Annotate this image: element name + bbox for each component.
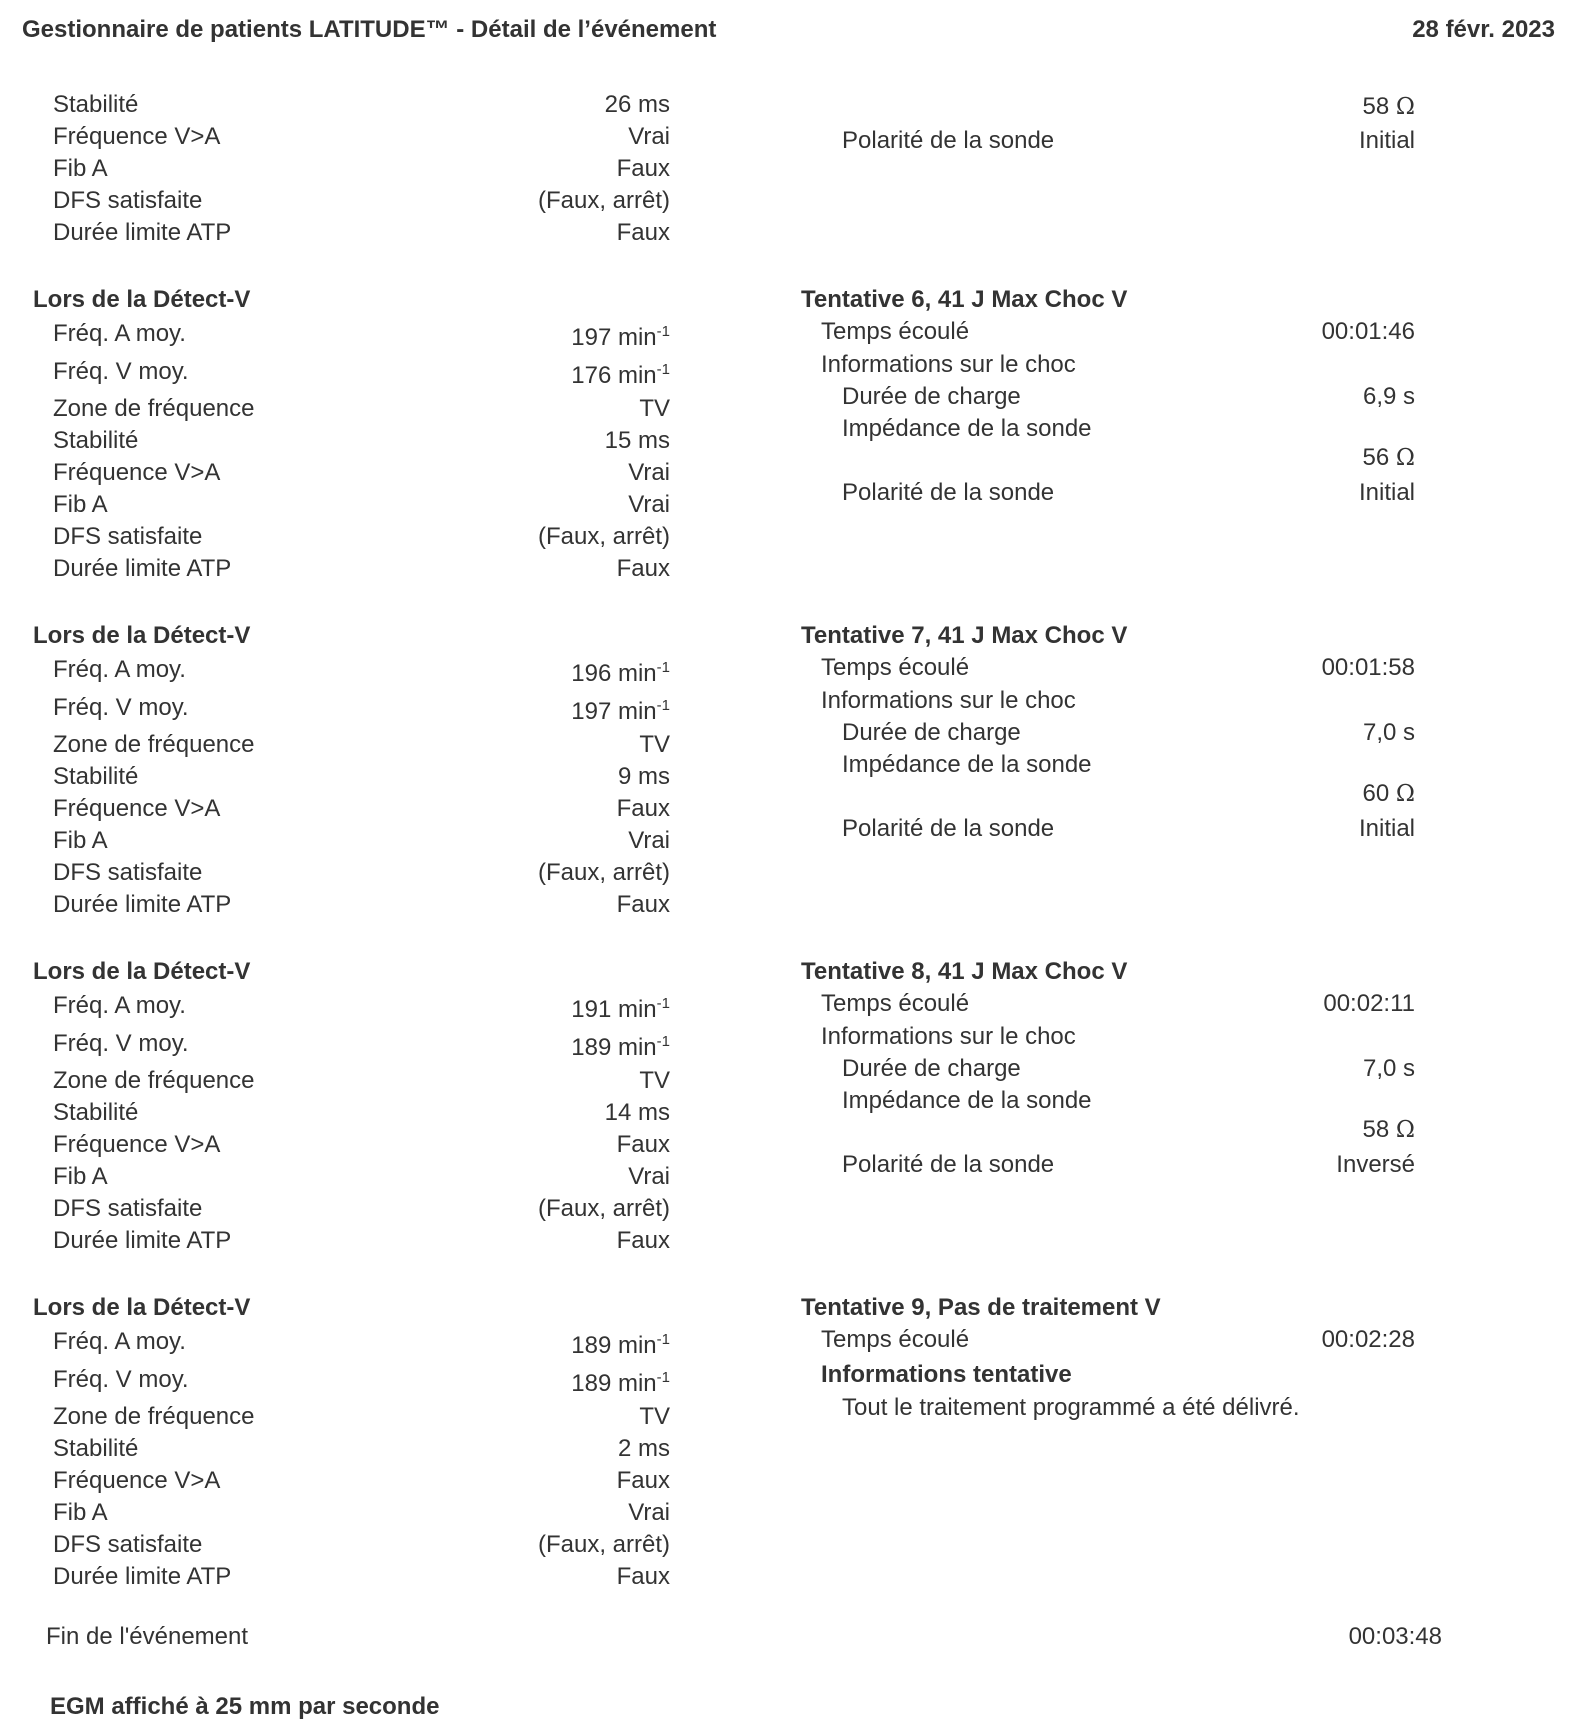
param-label: Fib A bbox=[53, 1163, 108, 1190]
impedance-number: 58 bbox=[1362, 1116, 1390, 1143]
rate-unit: min bbox=[617, 698, 657, 725]
param-value: Vrai bbox=[628, 1163, 670, 1190]
param-value: (Faux, arrêt) bbox=[537, 859, 670, 886]
shock-info-label: Informations sur le choc bbox=[821, 687, 1076, 714]
elapsed-label: Temps écoulé bbox=[821, 1326, 970, 1353]
rate-exponent: -1 bbox=[656, 1033, 670, 1050]
param-row bbox=[53, 426, 670, 456]
param-value: Vrai bbox=[628, 123, 670, 150]
rate-number: 197 bbox=[571, 698, 612, 725]
param-label: DFS satisfaite bbox=[53, 187, 203, 214]
impedance-row bbox=[842, 750, 1415, 780]
elapsed-label: Temps écoulé bbox=[821, 990, 970, 1017]
param-row bbox=[53, 90, 670, 120]
param-value: Vrai bbox=[628, 827, 670, 854]
param-label: Fréquence V>A bbox=[53, 795, 221, 822]
param-label: Durée limite ATP bbox=[53, 891, 232, 918]
param-row bbox=[53, 490, 670, 520]
rate-exponent: -1 bbox=[656, 1369, 670, 1386]
impedance-value: 58 Ω bbox=[1362, 93, 1415, 120]
impedance-value bbox=[1363, 779, 1415, 809]
rate-number: 191 bbox=[571, 996, 612, 1023]
param-value: Faux bbox=[616, 1467, 670, 1494]
rate-value bbox=[571, 1033, 670, 1063]
rate-unit: min bbox=[617, 996, 657, 1023]
param-row bbox=[53, 1402, 670, 1432]
param-label: Fib A bbox=[53, 491, 108, 518]
polarity-label: Polarité de la sonde bbox=[842, 815, 1055, 842]
param-label: Fréq. V moy. bbox=[53, 358, 189, 385]
param-label: Fréq. A moy. bbox=[53, 320, 186, 347]
polarity-row bbox=[842, 126, 1415, 156]
param-value: 15 ms bbox=[604, 427, 670, 454]
rate-exponent: -1 bbox=[656, 1331, 670, 1348]
param-label: Fib A bbox=[53, 155, 108, 182]
end-event-value: 00:03:48 bbox=[1348, 1623, 1442, 1650]
param-label: Fib A bbox=[53, 1499, 108, 1526]
param-label: Fréquence V>A bbox=[53, 459, 221, 486]
param-label: Zone de fréquence bbox=[53, 1067, 255, 1094]
attempt-title: Tentative 7, 41 J Max Choc V bbox=[801, 622, 1128, 649]
charge-label: Durée de charge bbox=[842, 1055, 1021, 1082]
param-label: Stabilité bbox=[53, 427, 139, 454]
charge-row bbox=[842, 382, 1415, 412]
detect-section-title: Lors de la Détect-V bbox=[33, 1294, 251, 1321]
param-label: Fréq. A moy. bbox=[53, 992, 186, 1019]
param-row bbox=[53, 218, 670, 248]
param-row bbox=[53, 554, 670, 584]
rate-unit: min bbox=[617, 660, 657, 687]
param-row bbox=[53, 693, 670, 723]
shock-info-label: Informations sur le choc bbox=[821, 351, 1076, 378]
param-label: Zone de fréquence bbox=[53, 731, 255, 758]
charge-label: Durée de charge bbox=[842, 383, 1021, 410]
param-label: Fréq. A moy. bbox=[53, 1328, 186, 1355]
param-row bbox=[53, 1162, 670, 1192]
polarity-row bbox=[842, 1150, 1415, 1180]
rate-number: 196 bbox=[571, 660, 612, 687]
attempt-title: Tentative 6, 41 J Max Choc V bbox=[801, 286, 1128, 313]
param-value: Faux bbox=[616, 155, 670, 182]
rate-number: 189 bbox=[571, 1370, 612, 1397]
param-row bbox=[53, 458, 670, 488]
param-row bbox=[53, 1130, 670, 1160]
param-label: DFS satisfaite bbox=[53, 1531, 203, 1558]
impedance-number: 60 bbox=[1362, 780, 1390, 807]
param-row bbox=[53, 858, 670, 888]
param-value: (Faux, arrêt) bbox=[537, 523, 670, 550]
polarity-row bbox=[842, 814, 1415, 844]
param-row bbox=[53, 1226, 670, 1256]
param-row bbox=[53, 1327, 670, 1357]
param-value: (Faux, arrêt) bbox=[537, 1195, 670, 1222]
param-label: DFS satisfaite bbox=[53, 523, 203, 550]
impedance-label: Impédance de la sonde bbox=[842, 415, 1092, 442]
rate-number: 189 bbox=[571, 1034, 612, 1061]
param-label: Fréq. V moy. bbox=[53, 1366, 189, 1393]
end-event-label: Fin de l'événement bbox=[46, 1623, 249, 1650]
param-label: Durée limite ATP bbox=[53, 555, 232, 582]
param-label: DFS satisfaite bbox=[53, 859, 203, 886]
param-label: Durée limite ATP bbox=[53, 1227, 232, 1254]
end-event-row bbox=[46, 1622, 1442, 1652]
rate-value bbox=[571, 659, 670, 689]
param-value: (Faux, arrêt) bbox=[537, 1531, 670, 1558]
param-value: (Faux, arrêt) bbox=[537, 187, 670, 214]
attempt-info-heading: Informations tentative bbox=[821, 1361, 1072, 1388]
rate-value bbox=[571, 323, 670, 353]
elapsed-value: 00:02:28 bbox=[1321, 1326, 1415, 1353]
ohm-symbol: Ω bbox=[1395, 1117, 1415, 1143]
param-label: Zone de fréquence bbox=[53, 1403, 255, 1430]
page-title: Gestionnaire de patients LATITUDE™ - Détail de l’événement bbox=[22, 16, 717, 43]
param-row bbox=[53, 1029, 670, 1059]
rate-exponent: -1 bbox=[656, 323, 670, 340]
param-row bbox=[53, 991, 670, 1021]
attempt-info-text: Tout le traitement programmé a été délivré. bbox=[842, 1394, 1300, 1421]
param-row bbox=[53, 357, 670, 387]
rate-unit: min bbox=[617, 1370, 657, 1397]
param-row bbox=[53, 154, 670, 184]
param-row bbox=[53, 794, 670, 824]
elapsed-value: 00:02:11 bbox=[1323, 990, 1415, 1017]
rate-value bbox=[571, 995, 670, 1025]
param-label: Durée limite ATP bbox=[53, 219, 232, 246]
elapsed-row bbox=[821, 989, 1415, 1019]
rate-value bbox=[571, 697, 670, 727]
elapsed-row bbox=[821, 1325, 1415, 1355]
impedance-label: Impédance de la sonde bbox=[842, 1087, 1092, 1114]
rate-unit: min bbox=[617, 1332, 657, 1359]
param-label: DFS satisfaite bbox=[53, 1195, 203, 1222]
impedance-value-row bbox=[842, 1115, 1415, 1145]
egm-footer: EGM affiché à 25 mm par seconde bbox=[50, 1693, 440, 1720]
rate-unit: min bbox=[617, 324, 657, 351]
param-row bbox=[53, 1562, 670, 1592]
shock-info-row bbox=[821, 686, 1415, 716]
shock-info-row bbox=[821, 1022, 1415, 1052]
charge-value: 6,9 s bbox=[1362, 383, 1415, 410]
impedance-number: 56 bbox=[1362, 444, 1390, 471]
elapsed-row bbox=[821, 317, 1415, 347]
polarity-label: Polarité de la sonde bbox=[842, 479, 1055, 506]
rate-unit: min bbox=[617, 362, 657, 389]
param-row bbox=[53, 1194, 670, 1224]
param-label: Durée limite ATP bbox=[53, 1563, 232, 1590]
rate-unit: min bbox=[617, 1034, 657, 1061]
polarity-row bbox=[842, 478, 1415, 508]
param-value: Faux bbox=[616, 1131, 670, 1158]
param-value: TV bbox=[639, 395, 670, 422]
rate-value bbox=[571, 361, 670, 391]
param-value: TV bbox=[639, 1403, 670, 1430]
param-value: Faux bbox=[616, 795, 670, 822]
rate-number: 197 bbox=[571, 324, 612, 351]
charge-row bbox=[842, 718, 1415, 748]
param-value: Faux bbox=[616, 1227, 670, 1254]
param-value: TV bbox=[639, 1067, 670, 1094]
param-row bbox=[53, 1365, 670, 1395]
param-label: Fib A bbox=[53, 827, 108, 854]
impedance-row bbox=[842, 414, 1415, 444]
rate-exponent: -1 bbox=[656, 697, 670, 714]
param-label: Fréquence V>A bbox=[53, 123, 221, 150]
param-row bbox=[53, 1466, 670, 1496]
rate-exponent: -1 bbox=[656, 361, 670, 378]
ohm-symbol: Ω bbox=[1395, 445, 1415, 471]
param-row bbox=[53, 890, 670, 920]
rate-number: 189 bbox=[571, 1332, 612, 1359]
param-label: Stabilité bbox=[53, 1435, 139, 1462]
param-value: Vrai bbox=[628, 1499, 670, 1526]
param-row bbox=[53, 655, 670, 685]
elapsed-label: Temps écoulé bbox=[821, 654, 970, 681]
ohm-symbol: Ω bbox=[1395, 94, 1415, 120]
param-row bbox=[53, 826, 670, 856]
param-label: Fréq. V moy. bbox=[53, 694, 189, 721]
impedance-value bbox=[1363, 1115, 1415, 1145]
param-value: Faux bbox=[616, 219, 670, 246]
polarity-label: Polarité de la sonde bbox=[842, 1151, 1055, 1178]
shock-info-label: Informations sur le choc bbox=[821, 1023, 1076, 1050]
param-value: Faux bbox=[616, 1563, 670, 1590]
param-row bbox=[53, 122, 670, 152]
param-value: 9 ms bbox=[617, 763, 670, 790]
param-row bbox=[53, 1098, 670, 1128]
param-value: 2 ms bbox=[617, 1435, 670, 1462]
rate-value bbox=[571, 1369, 670, 1399]
param-value: Faux bbox=[616, 891, 670, 918]
report-date: 28 févr. 2023 bbox=[1412, 16, 1555, 43]
param-row bbox=[53, 1498, 670, 1528]
rate-exponent: -1 bbox=[656, 659, 670, 676]
attempt-title: Tentative 8, 41 J Max Choc V bbox=[801, 958, 1128, 985]
rate-exponent: -1 bbox=[656, 995, 670, 1012]
param-label: Stabilité bbox=[53, 91, 139, 118]
polarity-value: Initial bbox=[1358, 479, 1415, 506]
charge-value: 7,0 s bbox=[1362, 719, 1415, 746]
polarity-value: Initial bbox=[1358, 127, 1415, 154]
param-value: 14 ms bbox=[604, 1099, 670, 1126]
param-row bbox=[53, 522, 670, 552]
rate-number: 176 bbox=[571, 362, 612, 389]
param-row bbox=[53, 394, 670, 424]
polarity-value: Inversé bbox=[1336, 1151, 1415, 1178]
detect-section-title: Lors de la Détect-V bbox=[33, 958, 251, 985]
param-row bbox=[53, 319, 670, 349]
impedance-value bbox=[1363, 443, 1415, 473]
param-row bbox=[53, 1434, 670, 1464]
charge-label: Durée de charge bbox=[842, 719, 1021, 746]
polarity-value: Initial bbox=[1358, 815, 1415, 842]
detect-section-title: Lors de la Détect-V bbox=[33, 286, 251, 313]
charge-row bbox=[842, 1054, 1415, 1084]
param-label: Stabilité bbox=[53, 763, 139, 790]
param-label: Fréquence V>A bbox=[53, 1131, 221, 1158]
param-row bbox=[53, 1530, 670, 1560]
rate-value bbox=[571, 1331, 670, 1361]
param-label: Fréq. V moy. bbox=[53, 1030, 189, 1057]
shock-info-row bbox=[821, 350, 1415, 380]
param-value: 26 ms bbox=[604, 91, 670, 118]
elapsed-label: Temps écoulé bbox=[821, 318, 970, 345]
impedance-label: Impédance de la sonde bbox=[842, 751, 1092, 778]
param-label: Zone de fréquence bbox=[53, 395, 255, 422]
param-label: Fréq. A moy. bbox=[53, 656, 186, 683]
elapsed-value: 00:01:46 bbox=[1321, 318, 1415, 345]
charge-value: 7,0 s bbox=[1362, 1055, 1415, 1082]
param-value: TV bbox=[639, 731, 670, 758]
attempt-title: Tentative 9, Pas de traitement V bbox=[801, 1294, 1161, 1321]
param-row bbox=[53, 730, 670, 760]
param-value: Faux bbox=[616, 555, 670, 582]
impedance-value-row bbox=[1200, 92, 1415, 122]
param-value: Vrai bbox=[628, 491, 670, 518]
param-row bbox=[53, 186, 670, 216]
detect-section-title: Lors de la Détect-V bbox=[33, 622, 251, 649]
impedance-row bbox=[842, 1086, 1415, 1116]
polarity-label: Polarité de la sonde bbox=[842, 127, 1055, 154]
impedance-value-row bbox=[842, 779, 1415, 809]
elapsed-row bbox=[821, 653, 1415, 683]
param-label: Fréquence V>A bbox=[53, 1467, 221, 1494]
param-value: Vrai bbox=[628, 459, 670, 486]
param-label: Stabilité bbox=[53, 1099, 139, 1126]
ohm-symbol: Ω bbox=[1395, 781, 1415, 807]
param-row bbox=[53, 1066, 670, 1096]
param-row bbox=[53, 762, 670, 792]
impedance-value-row bbox=[842, 443, 1415, 473]
elapsed-value: 00:01:58 bbox=[1321, 654, 1415, 681]
